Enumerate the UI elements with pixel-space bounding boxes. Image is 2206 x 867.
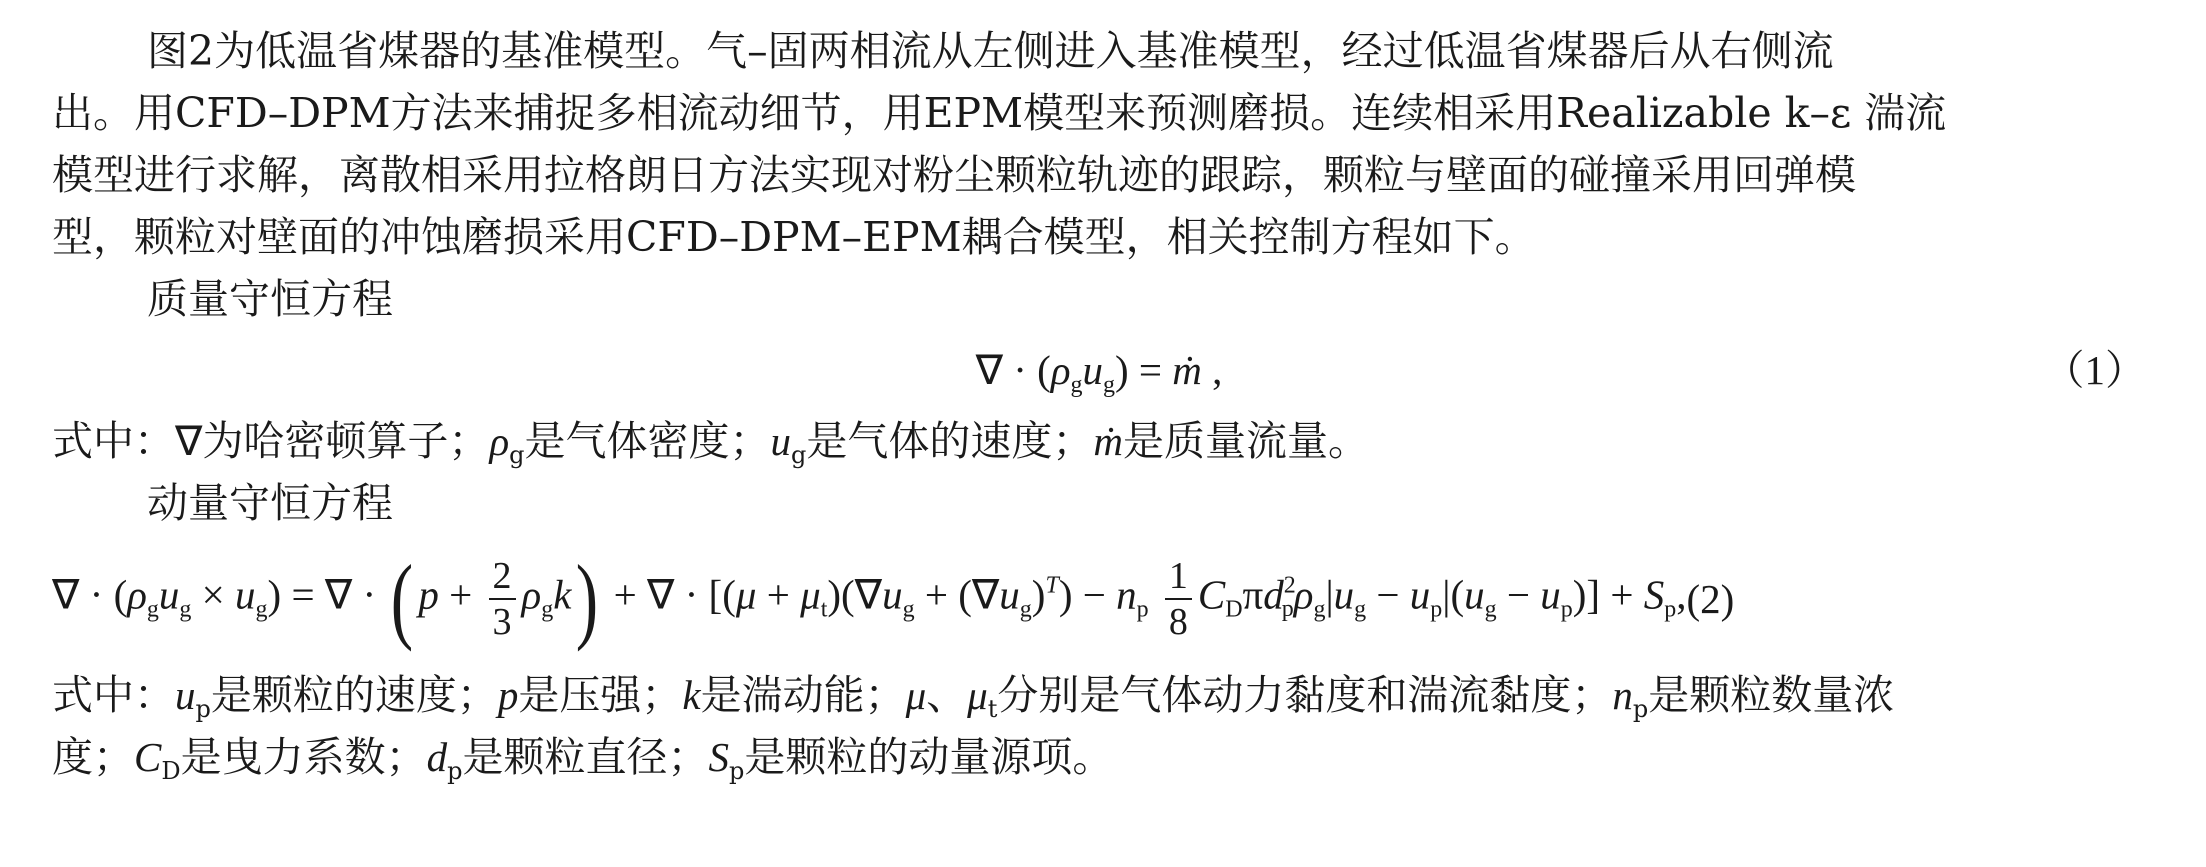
equation-2 xyxy=(52,534,2146,664)
desc-text: 是气体的速度； xyxy=(806,417,1094,465)
equation-2-body: ∇ · $(\rho_gu_g \times u_g)$ = ∇ · ( p + $\frac{2}{3}$ $\rho_gk$) + ∇ · [$(\mu + \mu_t)(\nabla u_g + (\nabla u_g)^T) - n_p$ $\frac{1}{8}$ $C_D\pi d^2_p\rho_g|u_g - u_p|(u_g - u_p)] + S_p$, xyxy=(52,545,1687,652)
paragraph-1 xyxy=(52,20,2146,268)
equation-2-description-line-2: 度；$C_D$是曳力系数；$d_p$是颗粒直径；$S_p$是颗粒的动量源项。 xyxy=(52,733,1114,785)
desc-text: 是颗粒的速度； xyxy=(210,671,498,719)
equation-2-description-line-1: 式中：$u_p$是颗粒的速度；p是压强；k是湍动能；μ、$\mu_t$分别是气体动力黏度和湍流黏度；$n_p$是颗粒数量浓 xyxy=(52,671,1895,723)
desc-text: 是颗粒的动量源项。 xyxy=(744,733,1114,781)
equation-1-number: （1） xyxy=(2043,347,2146,393)
heading-momentum-conservation: 动量守恒方程 xyxy=(147,479,393,527)
equation-1 xyxy=(52,330,2146,410)
desc-text: 、 xyxy=(926,671,968,719)
desc-prefix: 式中： xyxy=(52,671,175,719)
desc-text: 分别是气体动力黏度和湍流黏度； xyxy=(997,671,1613,719)
paragraph-line: 出。用CFD–DPM方法来捕捉多相流动细节，用EPM模型来预测磨损。连续相采用Realizable k–ε 湍流 xyxy=(52,89,1947,137)
paragraph-line: 型，颗粒对壁面的冲蚀磨损采用CFD–DPM–EPM耦合模型，相关控制方程如下。 xyxy=(52,213,1536,261)
equation-1-description: 式中：∇为哈密顿算子；$\rho_g$是气体密度；$u_g$是气体的速度；ṁ是质量流量。 xyxy=(52,417,1369,469)
heading-mass-conservation: 质量守恒方程 xyxy=(147,275,393,323)
desc-text: 是湍动能； xyxy=(700,671,906,719)
desc-text: 度； xyxy=(52,733,134,781)
desc-text: 是气体密度； xyxy=(524,417,771,465)
equation-1-body: ∇ · $(\rho_gu_g)$ = ṁ , xyxy=(975,347,1223,398)
paragraph-line: 模型进行求解，离散相采用拉格朗日方法实现对粉尘颗粒轨迹的跟踪，颗粒与壁面的碰撞采用回弹模 xyxy=(52,151,1856,199)
equation-2-number: (2) xyxy=(1686,576,1735,622)
desc-text: 是颗粒直径； xyxy=(462,733,709,781)
desc-text: 是曳力系数； xyxy=(180,733,427,781)
desc-text: 是颗粒数量浓 xyxy=(1648,671,1895,719)
desc-text: 是质量流量。 xyxy=(1122,417,1369,465)
desc-prefix: 式中： xyxy=(52,417,175,465)
desc-text: 是压强； xyxy=(518,671,683,719)
desc-text: 为哈密顿算子； xyxy=(202,417,490,465)
paragraph-line: 图2为低温省煤器的基准模型。气–固两相流从左侧进入基准模型，经过低温省煤器后从右侧流 xyxy=(147,27,1834,75)
